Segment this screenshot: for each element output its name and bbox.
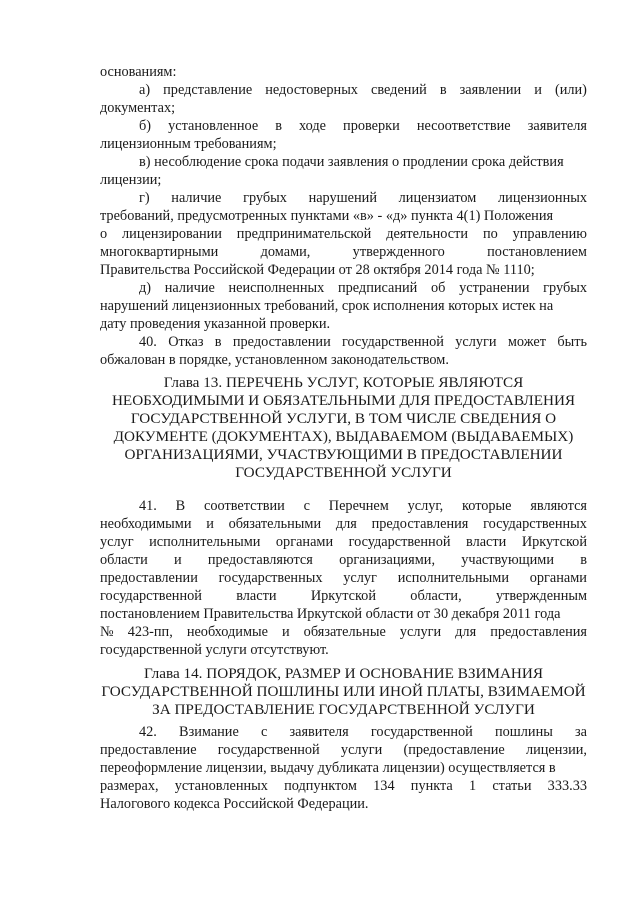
word: области	[100, 552, 148, 568]
word: 42.	[139, 724, 157, 740]
word: государственной	[370, 724, 473, 740]
word: в	[439, 82, 447, 98]
chapter-14-heading: ГОСУДАРСТВЕННОЙ ПОШЛИНЫ ИЛИ ИНОЙ ПЛАТЫ, ВЗИМАЕМОЙ	[101, 683, 586, 700]
word: может	[507, 334, 546, 350]
word: предоставление	[100, 742, 197, 758]
word: исполнительными	[397, 570, 509, 586]
word: Иркутской	[521, 534, 587, 550]
word: и	[281, 624, 290, 640]
word: утвержденным	[495, 588, 587, 604]
text-line: лицензии;	[100, 172, 162, 188]
word: наличие	[171, 190, 222, 206]
list-item-e	[139, 279, 587, 297]
text-line	[100, 741, 587, 759]
text-line: постановлением Правительства Иркутской области от 30 декабря 2011 года	[100, 606, 561, 622]
word: предоставлении	[232, 334, 331, 350]
word: услуг	[100, 534, 134, 550]
word: (или)	[554, 82, 587, 98]
word: многоквартирными	[100, 244, 219, 260]
list-item-c: в) несоблюдение срока подачи заявления о продлении срока действия	[139, 154, 564, 170]
word: сведений	[371, 82, 427, 98]
text-line: основаниям:	[100, 64, 177, 80]
text-line	[100, 551, 587, 569]
word: 423-пп,	[127, 624, 173, 640]
word: являются	[530, 498, 587, 514]
chapter-13-heading: ГОСУДАРСТВЕННОЙ УСЛУГИ	[235, 464, 452, 481]
word: пункта	[410, 778, 453, 794]
word: обязательные	[303, 624, 386, 640]
text-line: лицензионным требованиям;	[100, 136, 277, 152]
word: домами,	[260, 244, 311, 260]
word: нарушений	[308, 190, 377, 206]
word: государственной	[342, 334, 444, 350]
list-item-a	[139, 81, 587, 99]
word: обязательными	[228, 516, 322, 532]
text-line	[100, 243, 587, 261]
word: Иркутской	[310, 588, 376, 604]
word: государственных	[218, 570, 323, 586]
chapter-13-heading: ГОСУДАРСТВЕННОЙ УСЛУГИ, В ТОМ ЧИСЛЕ СВЕДЕНИЯ О	[130, 410, 557, 427]
chapter-14-heading: Глава 14. ПОРЯДОК, РАЗМЕР И ОСНОВАНИЕ ВЗИМАНИЯ	[144, 665, 543, 682]
word: быть	[557, 334, 587, 350]
word: для	[335, 516, 357, 532]
word: 134	[373, 778, 395, 794]
chapter-13-heading: Глава 13. ПЕРЕЧЕНЬ УСЛУГ, КОТОРЫЕ ЯВЛЯЮТСЯ	[163, 374, 524, 391]
paragraph-40	[139, 333, 587, 351]
text-line	[100, 569, 587, 587]
word: органами	[275, 534, 334, 550]
word: государственной	[348, 534, 451, 550]
word: пошлины	[494, 724, 553, 740]
text-line	[100, 623, 587, 641]
word: по	[482, 226, 498, 242]
word: власти	[466, 534, 507, 550]
word: ходе	[299, 118, 326, 134]
word: лицензионных	[498, 190, 587, 206]
word: постановлением	[487, 244, 587, 260]
word: предоставления	[490, 624, 587, 640]
word: д)	[139, 280, 152, 296]
word: предписаний	[337, 280, 418, 296]
text-line: нарушений лицензионных требований, срок исполнения которых истек на	[100, 298, 554, 314]
word: (предоставление	[403, 742, 505, 758]
text-line	[100, 587, 587, 605]
word: заявителя	[527, 118, 587, 134]
word: и	[534, 82, 542, 98]
text-line: переоформление лицензии, выдачу дубликата лицензии) осуществляется в	[100, 760, 556, 776]
word: участвующими	[461, 552, 554, 568]
word: №	[100, 624, 114, 640]
word: государственной	[100, 588, 202, 604]
word: области,	[410, 588, 462, 604]
word: грубых	[243, 190, 287, 206]
word: с	[260, 724, 268, 740]
word: В	[175, 498, 186, 514]
word: государственной	[217, 742, 320, 758]
word: услуг,	[407, 498, 444, 514]
word: с	[303, 498, 310, 514]
word: исполнительными	[149, 534, 261, 550]
word: и	[206, 516, 214, 532]
word: государственных	[483, 516, 587, 532]
word: установленное	[168, 118, 259, 134]
word: 333.33	[547, 778, 587, 794]
word: наличие	[164, 280, 215, 296]
word: необходимые	[186, 624, 268, 640]
list-item-b	[139, 117, 587, 135]
word: Взимание	[179, 724, 239, 740]
word: недостоверных	[265, 82, 358, 98]
word: в	[214, 334, 222, 350]
word: соответствии	[204, 498, 285, 514]
word: 40.	[139, 334, 157, 350]
word: г)	[139, 190, 150, 206]
word: предоставлении	[100, 570, 198, 586]
word: грубых	[543, 280, 587, 296]
word: об	[431, 280, 446, 296]
text-line	[100, 225, 587, 243]
word: размерах,	[100, 778, 159, 794]
word: несоответствие	[416, 118, 511, 134]
word: организациями,	[339, 552, 436, 568]
text-line: Правительства Российской Федерации от 28 октября 2014 года № 1110;	[100, 262, 535, 278]
word: неисполненных	[228, 280, 325, 296]
word: органами	[529, 570, 587, 586]
text-line	[100, 515, 587, 533]
word: в	[580, 552, 587, 568]
word: проверки	[343, 118, 400, 134]
word: за	[575, 724, 587, 740]
word: утвержденного	[352, 244, 445, 260]
text-line: дату проведения указанной проверки.	[100, 316, 331, 332]
word: заявлении	[459, 82, 522, 98]
chapter-14-heading: ЗА ПРЕДОСТАВЛЕНИЕ ГОСУДАРСТВЕННОЙ УСЛУГИ	[152, 701, 535, 718]
word: власти	[236, 588, 277, 604]
word: услуги	[455, 334, 497, 350]
chapter-13-heading: ДОКУМЕНТЕ (ДОКУМЕНТАХ), ВЫДАВАЕМОМ (ВЫДАВАЕМЫХ)	[113, 428, 574, 445]
word: предпринимательской	[236, 226, 372, 242]
word: устранении	[459, 280, 530, 296]
paragraph-42	[139, 723, 587, 741]
chapter-13-heading: ОРГАНИЗАЦИЯМИ, УЧАСТВУЮЩИМИ В ПРЕДОСТАВЛЕНИИ	[124, 446, 563, 463]
chapter-13-heading: НЕОБХОДИМЫМИ И ОБЯЗАТЕЛЬНЫМИ ДЛЯ ПРЕДОСТАВЛЕНИЯ	[111, 392, 576, 409]
word: и	[174, 552, 182, 568]
word: услуг	[343, 570, 377, 586]
word: в	[275, 118, 282, 134]
text-line	[100, 777, 587, 795]
paragraph-41	[139, 497, 587, 515]
word: установленных	[174, 778, 268, 794]
text-line: требований, предусмотренных пунктами «в» - «д» пункта 4(1) Положения	[100, 208, 554, 224]
word: Перечнем	[328, 498, 389, 514]
word: представление	[163, 82, 253, 98]
word: услуги	[340, 742, 383, 758]
text-line: документах;	[100, 100, 176, 116]
text-line: Налогового кодекса Российской Федерации.	[100, 796, 369, 812]
word: подпунктом	[284, 778, 357, 794]
word: о	[100, 226, 108, 242]
word: услуги	[399, 624, 442, 640]
word: предоставления	[371, 516, 469, 532]
word: Отказ	[168, 334, 204, 350]
word: 1	[468, 778, 477, 794]
text-line: государственной услуги отсутствуют.	[100, 642, 329, 658]
word: а)	[139, 82, 151, 98]
word: лицензиатом	[398, 190, 477, 206]
text-line: обжалован в порядке, установленном законодательством.	[100, 352, 449, 368]
word: необходимыми	[100, 516, 192, 532]
word: управлению	[512, 226, 587, 242]
word: для	[455, 624, 477, 640]
word: предоставляются	[207, 552, 313, 568]
word: которые	[462, 498, 512, 514]
word: деятельности	[386, 226, 469, 242]
word: лицензировании	[122, 226, 222, 242]
word: заявителя	[289, 724, 349, 740]
word: 41.	[139, 498, 157, 514]
word: статьи	[492, 778, 532, 794]
text-line	[100, 533, 587, 551]
word: лицензии,	[526, 742, 587, 758]
word: б)	[139, 118, 152, 134]
list-item-d	[139, 189, 587, 207]
